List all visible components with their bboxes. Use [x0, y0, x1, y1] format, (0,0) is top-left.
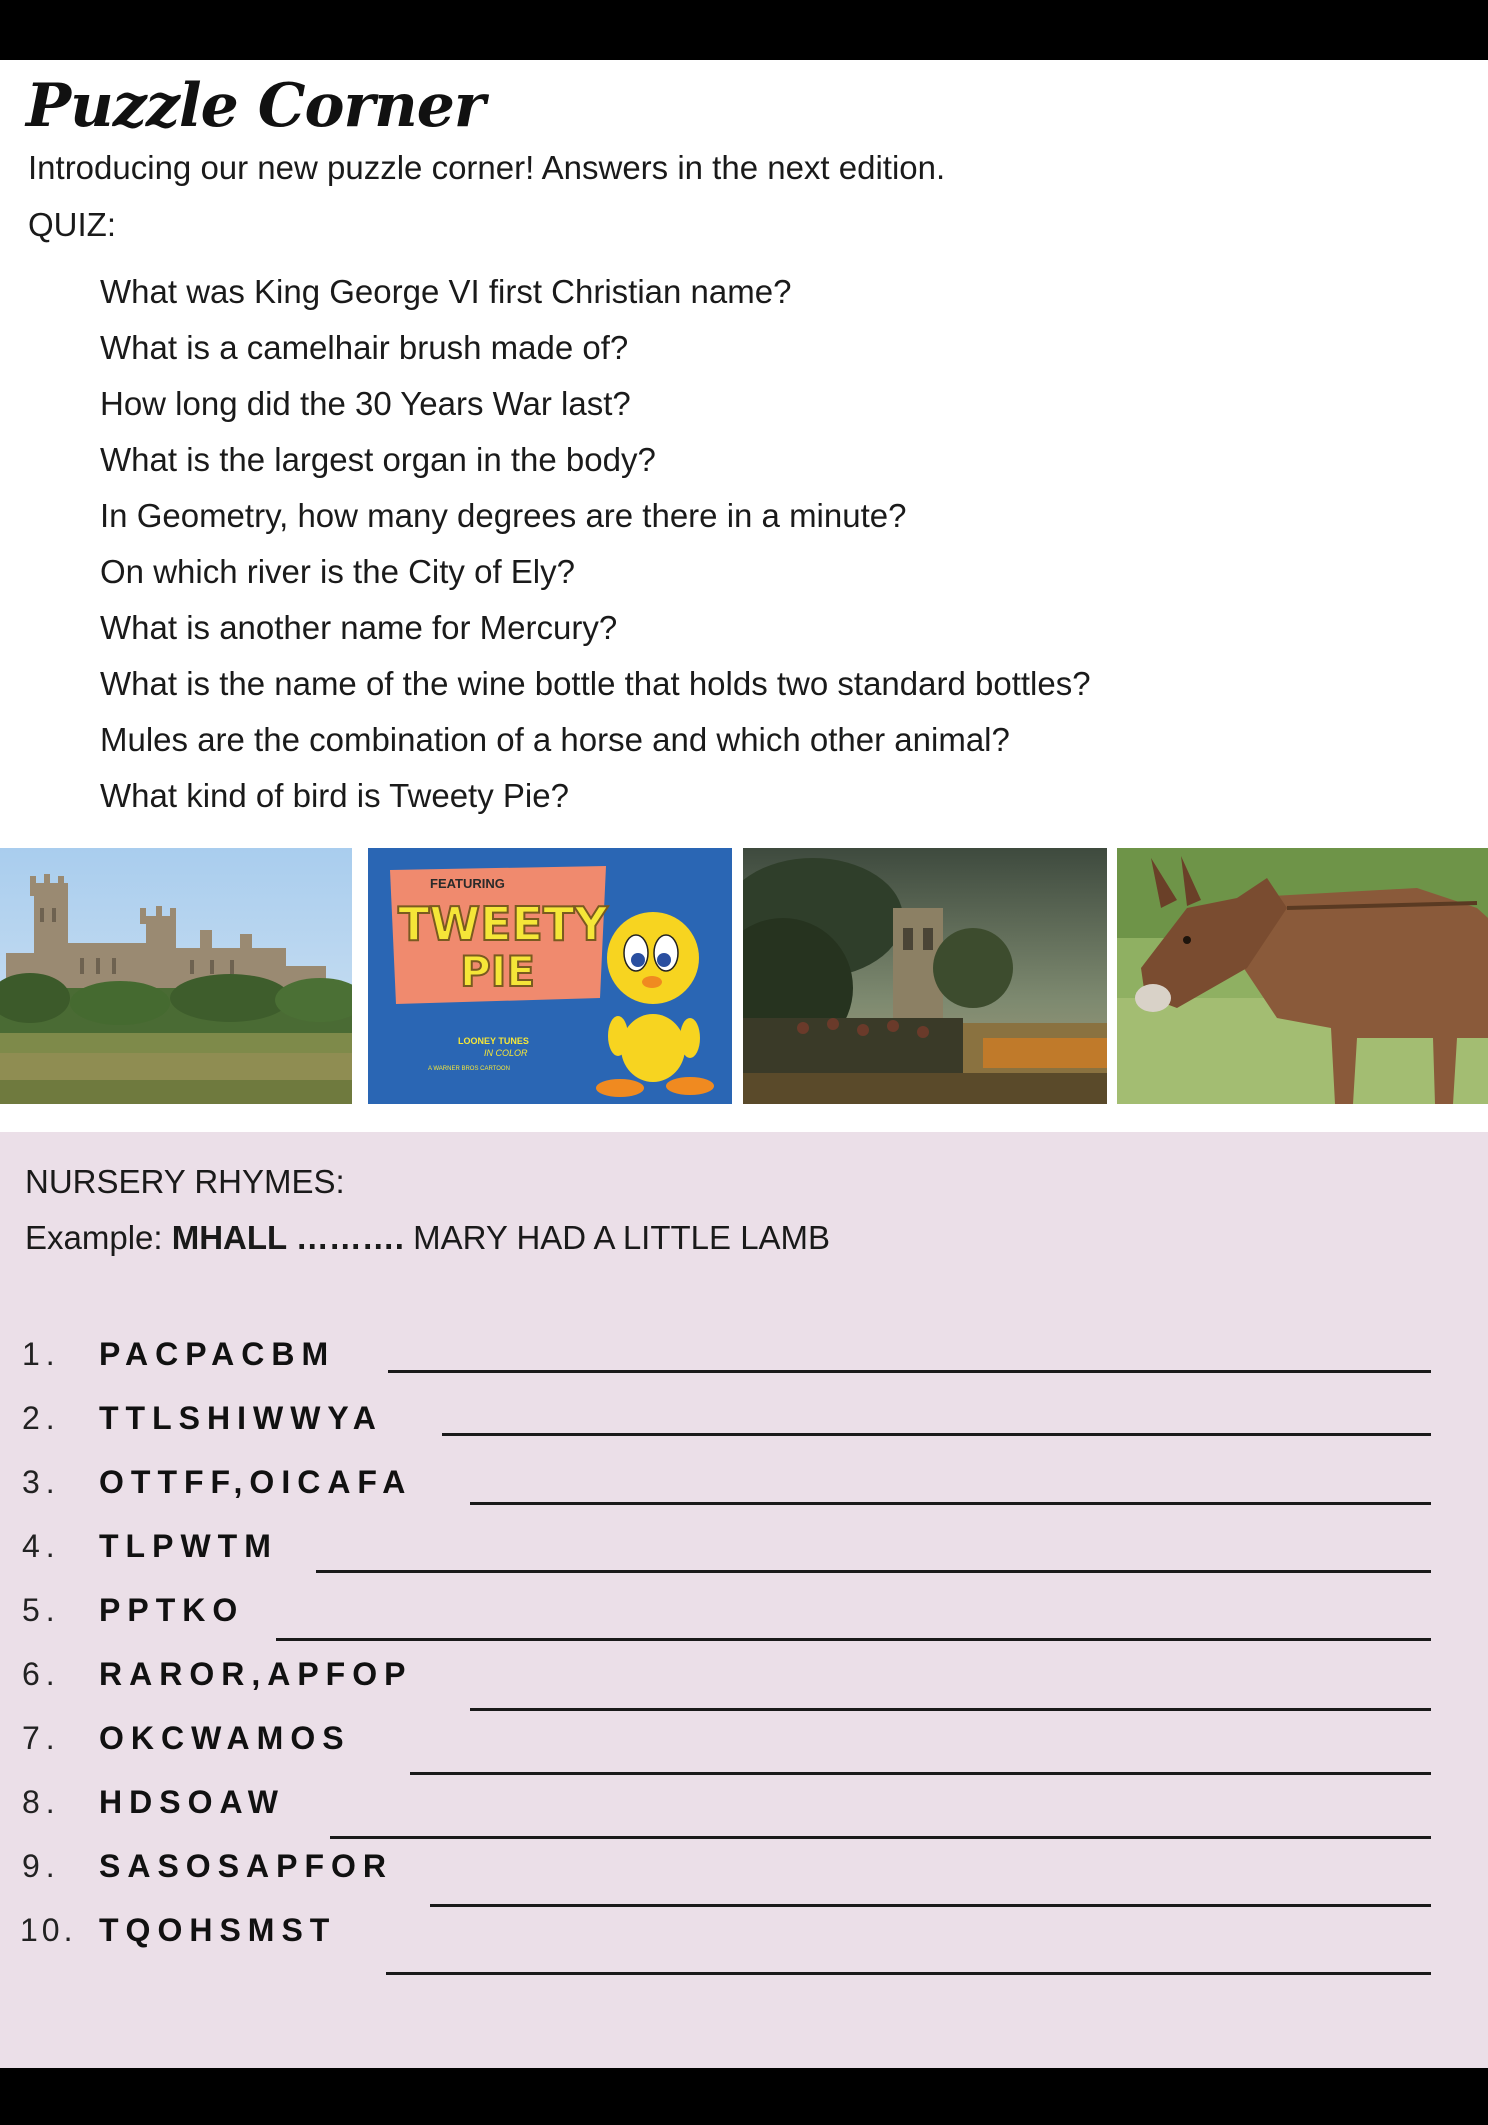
rhyme-code: PPTKO [99, 1592, 245, 1628]
example-answer: MARY HAD A LITTLE LAMB [403, 1219, 831, 1256]
rhyme-code: PACPACBM [99, 1336, 336, 1372]
quiz-question: How long did the 30 Years War last? [100, 385, 631, 422]
page-title: Puzzle Corner [26, 71, 485, 141]
rhyme-number: 7. [22, 1720, 61, 1756]
rhyme-code: OKCWAMOS [99, 1720, 351, 1756]
top-bar [0, 0, 1488, 60]
rhyme-row [0, 1524, 1488, 1588]
example-prefix: Example: [25, 1219, 172, 1256]
answer-line[interactable] [316, 1570, 1431, 1573]
abbey-painting-image [743, 848, 1107, 1104]
rhyme-row [0, 1716, 1488, 1780]
rhyme-code: HDSOAW [99, 1784, 285, 1820]
donkey-image [1117, 848, 1488, 1104]
rhyme-number: 4. [22, 1528, 61, 1564]
intro-text: Introducing our new puzzle corner! Answers in the next edition. [28, 149, 946, 186]
rhyme-code: TTLSHIWWYA [99, 1400, 383, 1436]
quiz-question: What kind of bird is Tweety Pie? [100, 777, 569, 814]
rhyme-number: 3. [22, 1464, 61, 1500]
answer-line[interactable] [430, 1904, 1431, 1907]
rhyme-code: TQOHSMST [99, 1912, 337, 1948]
rhyme-row [0, 1844, 1488, 1908]
answer-line[interactable] [388, 1370, 1431, 1373]
answer-line[interactable] [442, 1433, 1431, 1436]
quiz-question: In Geometry, how many degrees are there in a minute? [100, 497, 907, 534]
rhyme-number: 6. [22, 1656, 61, 1692]
tweety-featuring: FEATURING [430, 876, 505, 891]
tweety-photo [368, 848, 732, 1104]
quiz-question: What is the largest organ in the body? [100, 441, 656, 478]
answer-line[interactable] [410, 1772, 1431, 1775]
rhyme-code: TLPWTM [99, 1528, 278, 1564]
tweety-word2: PIE [460, 947, 536, 996]
answer-line[interactable] [470, 1502, 1431, 1505]
rhyme-code: OTTFF,OICAFA [99, 1464, 413, 1500]
rhyme-row [0, 1908, 1488, 1972]
abbey-painting-photo [743, 848, 1107, 1104]
nursery-example [25, 1216, 830, 1260]
tweety-looney: LOONEY TUNES [458, 1036, 529, 1046]
cathedral-image [0, 848, 352, 1104]
quiz-question: What is another name for Mercury? [100, 609, 618, 646]
bottom-bar [0, 2068, 1488, 2125]
cathedral-photo [0, 848, 352, 1104]
nursery-rhymes-section [0, 1132, 1488, 2068]
rhyme-number: 2. [22, 1400, 61, 1436]
rhyme-number: 10. [20, 1912, 77, 1948]
rhyme-number: 9. [22, 1848, 61, 1884]
tweety-word1: TWEETY [398, 897, 608, 951]
quiz-label: QUIZ: [28, 206, 116, 243]
quiz-question: What was King George VI first Christian name? [100, 273, 792, 310]
rhyme-row [0, 1780, 1488, 1844]
rhyme-row [0, 1652, 1488, 1716]
quiz-question: What is a camelhair brush made of? [100, 329, 629, 366]
tweety-color: IN COLOR [484, 1048, 528, 1058]
answer-line[interactable] [330, 1836, 1431, 1839]
tweety-image [368, 848, 732, 1104]
donkey-photo [1117, 848, 1488, 1104]
answer-line[interactable] [386, 1972, 1431, 1975]
rhyme-code: RAROR,APFOP [99, 1656, 413, 1692]
rhyme-number: 8. [22, 1784, 61, 1820]
quiz-question: On which river is the City of Ely? [100, 553, 575, 590]
nursery-rhymes-label: NURSERY RHYMES: [25, 1163, 345, 1200]
quiz-question: What is the name of the wine bottle that holds two standard bottles? [100, 665, 1091, 702]
tweety-cartoon: A WARNER BROS CARTOON [428, 1066, 510, 1072]
rhyme-code: SASOSAPFOR [99, 1848, 394, 1884]
answer-line[interactable] [470, 1708, 1431, 1711]
rhyme-number: 5. [22, 1592, 61, 1628]
example-code: MHALL ………. [171, 1219, 404, 1256]
answer-line[interactable] [276, 1638, 1431, 1641]
rhyme-number: 1. [22, 1336, 61, 1372]
rhyme-row [0, 1460, 1488, 1524]
rhyme-row [0, 1588, 1488, 1652]
rhyme-row [0, 1332, 1488, 1396]
rhyme-row [0, 1396, 1488, 1460]
quiz-question: Mules are the combination of a horse and which other animal? [100, 721, 1010, 758]
